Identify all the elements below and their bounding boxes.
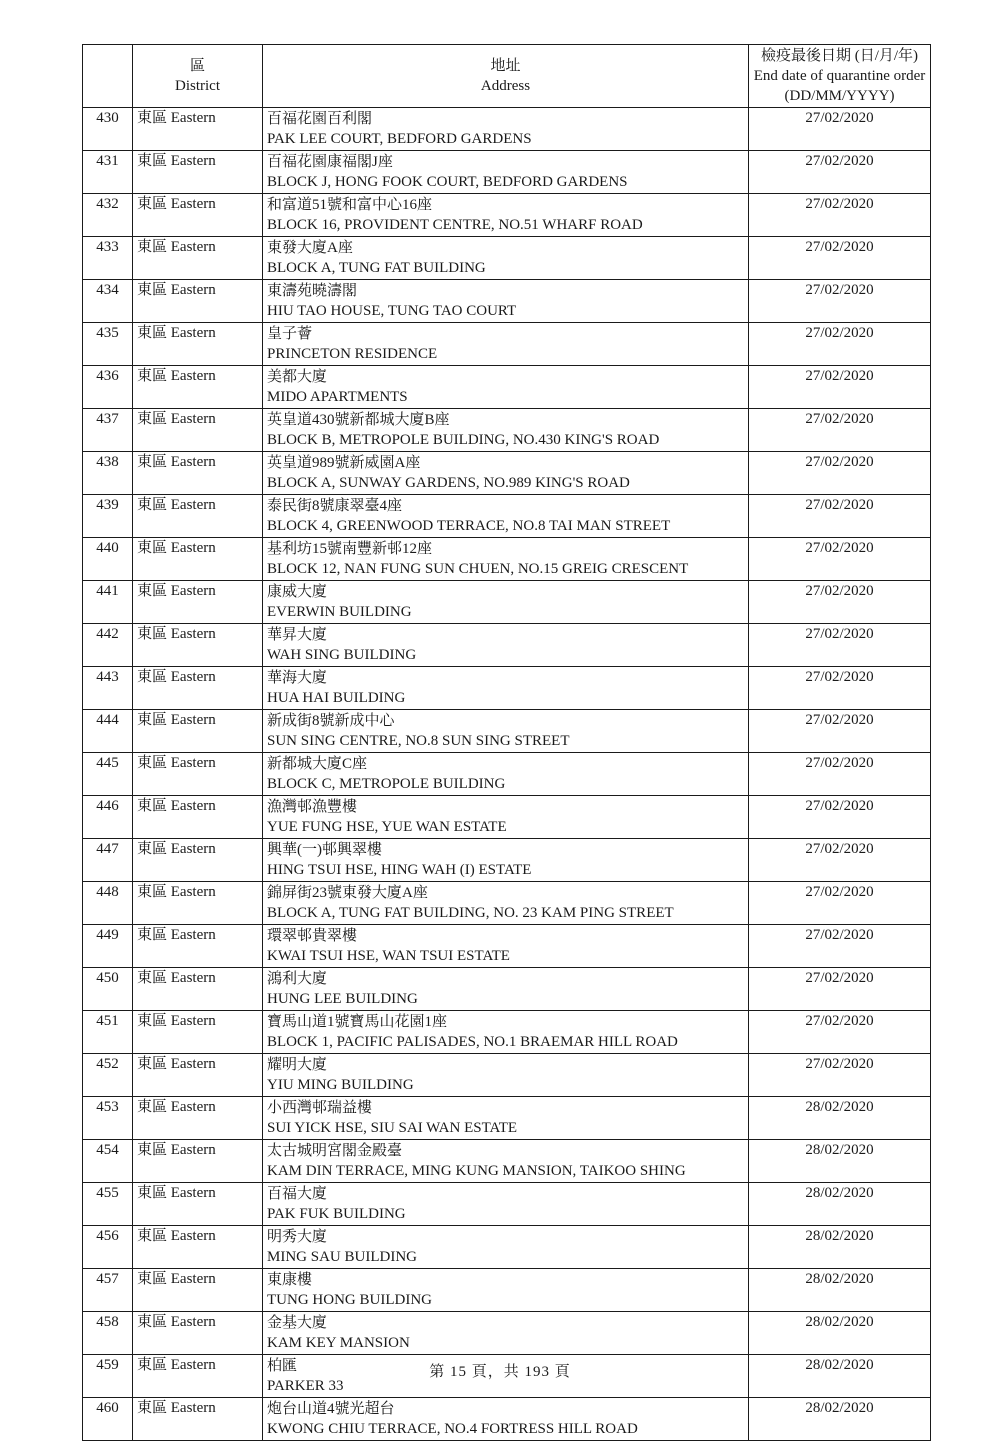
address-english: PAK LEE COURT, BEDFORD GARDENS [267,131,532,147]
row-end-date: 27/02/2020 [749,796,931,839]
row-end-date: 27/02/2020 [749,194,931,237]
row-district: 東區 Eastern [133,194,263,237]
header-district-en: District [175,78,220,94]
row-address [263,925,749,968]
address-chinese: 英皇道989號新威園A座 [267,455,421,471]
table-row [83,796,931,839]
address-chinese: 基利坊15號南豐新邨12座 [267,541,433,557]
address-chinese: 美都大廈 [267,369,328,385]
row-district: 東區 Eastern [133,1269,263,1312]
row-district: 東區 Eastern [133,1011,263,1054]
row-number: 450 [83,968,133,1011]
row-address [263,882,749,925]
row-address [263,1398,749,1441]
row-address [263,495,749,538]
row-district: 東區 Eastern [133,452,263,495]
row-address [263,323,749,366]
table-row [83,581,931,624]
row-end-date: 27/02/2020 [749,151,931,194]
address-chinese: 華海大廈 [267,670,328,686]
table-row [83,409,931,452]
address-chinese: 環翠邨貴翠樓 [267,928,358,944]
row-number: 458 [83,1312,133,1355]
row-district: 東區 Eastern [133,710,263,753]
row-address [263,624,749,667]
row-number: 434 [83,280,133,323]
row-address [263,452,749,495]
address-english: KAM KEY MANSION [267,1335,410,1351]
address-english: YUE FUNG HSE, YUE WAN ESTATE [267,819,507,835]
table-row [83,1097,931,1140]
address-english: SUN SING CENTRE, NO.8 SUN SING STREET [267,733,570,749]
address-english: BLOCK C, METROPOLE BUILDING [267,776,506,792]
row-number: 442 [83,624,133,667]
row-end-date: 28/02/2020 [749,1355,931,1398]
address-english: EVERWIN BUILDING [267,604,412,620]
address-english: YIU MING BUILDING [267,1077,414,1093]
table-row [83,280,931,323]
row-address [263,366,749,409]
row-district: 東區 Eastern [133,624,263,667]
row-number: 430 [83,108,133,151]
row-address [263,1011,749,1054]
address-chinese: 明秀大廈 [267,1229,328,1245]
row-address [263,1097,749,1140]
row-end-date: 27/02/2020 [749,1054,931,1097]
table-row [83,1312,931,1355]
table-row [83,667,931,710]
row-number: 445 [83,753,133,796]
row-address [263,194,749,237]
row-address [263,409,749,452]
row-district: 東區 Eastern [133,1355,263,1398]
row-district: 東區 Eastern [133,968,263,1011]
address-chinese: 興華(一)邨興翠樓 [267,842,382,858]
address-english: WAH SING BUILDING [267,647,417,663]
row-address [263,1054,749,1097]
table-row [83,1140,931,1183]
address-english: PAK FUK BUILDING [267,1206,406,1222]
address-english: BLOCK A, TUNG FAT BUILDING [267,260,486,276]
row-end-date: 27/02/2020 [749,1011,931,1054]
row-district: 東區 Eastern [133,1226,263,1269]
row-end-date: 27/02/2020 [749,667,931,710]
row-end-date: 27/02/2020 [749,495,931,538]
table-row [83,1054,931,1097]
header-district-zh: 區 [189,58,205,74]
address-chinese: 東康樓 [267,1272,313,1288]
row-end-date: 28/02/2020 [749,1269,931,1312]
row-number: 441 [83,581,133,624]
row-district: 東區 Eastern [133,280,263,323]
row-address [263,581,749,624]
table-row [83,968,931,1011]
row-district: 東區 Eastern [133,1312,263,1355]
row-end-date: 28/02/2020 [749,1312,931,1355]
row-address [263,1226,749,1269]
address-english: HIU TAO HOUSE, TUNG TAO COURT [267,303,517,319]
page-number: 第 15 頁，共 193 頁 [429,1364,571,1380]
address-chinese: 百福花園百利閣 [267,111,373,127]
row-number: 452 [83,1054,133,1097]
row-end-date: 27/02/2020 [749,968,931,1011]
row-end-date: 27/02/2020 [749,280,931,323]
row-end-date: 27/02/2020 [749,882,931,925]
row-end-date: 28/02/2020 [749,1140,931,1183]
table-row [83,839,931,882]
address-english: BLOCK 12, NAN FUNG SUN CHUEN, NO.15 GREIG CRESCENT [267,561,689,577]
header-address [263,45,749,108]
address-chinese: 柏匯 [267,1358,298,1374]
row-end-date: 28/02/2020 [749,1097,931,1140]
row-end-date: 27/02/2020 [749,925,931,968]
row-number: 454 [83,1140,133,1183]
row-address [263,151,749,194]
table-row [83,1183,931,1226]
address-chinese: 耀明大廈 [267,1057,328,1073]
address-english: HUNG LEE BUILDING [267,991,418,1007]
row-district: 東區 Eastern [133,409,263,452]
header-date-zh: 檢疫最後日期 (日/月/年) [760,48,919,64]
address-chinese: 新成街8號新成中心 [267,713,395,729]
row-number: 443 [83,667,133,710]
row-address [263,667,749,710]
row-district: 東區 Eastern [133,753,263,796]
header-district [133,45,263,108]
address-chinese: 皇子薈 [267,326,313,342]
row-end-date: 28/02/2020 [749,1398,931,1441]
table-row [83,237,931,280]
address-chinese: 漁灣邨漁豐樓 [267,799,358,815]
address-english: HUA HAI BUILDING [267,690,406,706]
table-row [83,710,931,753]
row-address [263,968,749,1011]
address-chinese: 華昇大廈 [267,627,328,643]
row-number: 444 [83,710,133,753]
row-address [263,1269,749,1312]
row-number: 449 [83,925,133,968]
row-district: 東區 Eastern [133,882,263,925]
address-english: KWAI TSUI HSE, WAN TSUI ESTATE [267,948,510,964]
row-number: 460 [83,1398,133,1441]
row-number: 448 [83,882,133,925]
row-district: 東區 Eastern [133,108,263,151]
row-number: 459 [83,1355,133,1398]
row-end-date: 28/02/2020 [749,1226,931,1269]
row-number: 431 [83,151,133,194]
table-row [83,495,931,538]
address-chinese: 太古城明宮閣金殿臺 [267,1143,403,1159]
row-end-date: 27/02/2020 [749,710,931,753]
address-chinese: 和富道51號和富中心16座 [267,197,433,213]
row-number: 435 [83,323,133,366]
row-district: 東區 Eastern [133,839,263,882]
address-english: BLOCK B, METROPOLE BUILDING, NO.430 KING'S ROAD [267,432,660,448]
table-header [83,45,931,108]
table-row [83,1011,931,1054]
address-chinese: 錦屏街23號東發大廈A座 [267,885,428,901]
table-row [83,194,931,237]
row-end-date: 27/02/2020 [749,624,931,667]
table-row [83,323,931,366]
address-chinese: 泰民街8號康翠臺4座 [267,498,403,514]
address-english: HING TSUI HSE, HING WAH (I) ESTATE [267,862,532,878]
row-end-date: 27/02/2020 [749,366,931,409]
table-row [83,624,931,667]
header-date-en: End date of quarantine order [753,68,926,84]
row-address [263,839,749,882]
address-english: BLOCK 16, PROVIDENT CENTRE, NO.51 WHARF ROAD [267,217,643,233]
address-english: MING SAU BUILDING [267,1249,417,1265]
table-row [83,452,931,495]
address-english: PARKER 33 [267,1378,344,1394]
address-english: TUNG HONG BUILDING [267,1292,432,1308]
address-chinese: 百福大廈 [267,1186,328,1202]
row-district: 東區 Eastern [133,495,263,538]
header-address-zh: 地址 [490,58,521,74]
row-number: 440 [83,538,133,581]
row-number: 451 [83,1011,133,1054]
row-number: 447 [83,839,133,882]
address-english: PRINCETON RESIDENCE [267,346,438,362]
table-row [83,151,931,194]
table-row [83,366,931,409]
row-address [263,1183,749,1226]
row-end-date: 27/02/2020 [749,753,931,796]
address-english: KWONG CHIU TERRACE, NO.4 FORTRESS HILL ROAD [267,1421,638,1437]
row-number: 455 [83,1183,133,1226]
table-row [83,538,931,581]
row-address [263,108,749,151]
table-row [83,753,931,796]
address-english: BLOCK A, SUNWAY GARDENS, NO.989 KING'S ROAD [267,475,630,491]
row-address [263,1140,749,1183]
row-district: 東區 Eastern [133,1183,263,1226]
row-district: 東區 Eastern [133,237,263,280]
address-chinese: 金基大廈 [267,1315,328,1331]
row-address [263,753,749,796]
row-district: 東區 Eastern [133,581,263,624]
row-district: 東區 Eastern [133,366,263,409]
row-end-date: 27/02/2020 [749,323,931,366]
row-district: 東區 Eastern [133,1054,263,1097]
address-english: BLOCK A, TUNG FAT BUILDING, NO. 23 KAM PING STREET [267,905,674,921]
table-row [83,1269,931,1312]
row-end-date: 27/02/2020 [749,581,931,624]
row-district: 東區 Eastern [133,925,263,968]
row-address [263,1312,749,1355]
header-date-format: (DD/MM/YYYY) [784,88,895,104]
row-district: 東區 Eastern [133,323,263,366]
row-district: 東區 Eastern [133,796,263,839]
row-district: 東區 Eastern [133,1140,263,1183]
row-number: 456 [83,1226,133,1269]
quarantine-order-table [82,44,931,1441]
row-number: 438 [83,452,133,495]
row-district: 東區 Eastern [133,667,263,710]
table-row [83,882,931,925]
row-address [263,280,749,323]
table-row [83,1398,931,1441]
row-address [263,538,749,581]
row-end-date: 27/02/2020 [749,409,931,452]
address-english: MIDO APARTMENTS [267,389,408,405]
table-row [83,1226,931,1269]
row-district: 東區 Eastern [133,151,263,194]
row-end-date: 27/02/2020 [749,108,931,151]
address-english: SUI YICK HSE, SIU SAI WAN ESTATE [267,1120,518,1136]
header-date [749,45,931,108]
row-address [263,796,749,839]
address-chinese: 小西灣邨瑞益樓 [267,1100,373,1116]
row-number: 433 [83,237,133,280]
address-chinese: 康威大廈 [267,584,328,600]
address-english: BLOCK 4, GREENWOOD TERRACE, NO.8 TAI MAN STREET [267,518,671,534]
row-end-date: 27/02/2020 [749,237,931,280]
address-chinese: 東發大廈A座 [267,240,353,256]
row-district: 東區 Eastern [133,1398,263,1441]
address-english: BLOCK J, HONG FOOK COURT, BEDFORD GARDENS [267,174,628,190]
address-chinese: 鴻利大廈 [267,971,328,987]
address-chinese: 東濤苑曉濤閣 [267,283,358,299]
row-number: 439 [83,495,133,538]
row-address [263,237,749,280]
row-end-date: 27/02/2020 [749,839,931,882]
row-number: 437 [83,409,133,452]
row-end-date: 27/02/2020 [749,452,931,495]
row-address [263,710,749,753]
row-district: 東區 Eastern [133,1097,263,1140]
row-number: 436 [83,366,133,409]
table-row [83,108,931,151]
address-chinese: 英皇道430號新都城大廈B座 [267,412,450,428]
header-index [83,45,133,108]
row-number: 453 [83,1097,133,1140]
row-number: 457 [83,1269,133,1312]
address-english: BLOCK 1, PACIFIC PALISADES, NO.1 BRAEMAR HILL ROAD [267,1034,678,1050]
address-chinese: 寶馬山道1號寶馬山花園1座 [267,1014,448,1030]
address-chinese: 新都城大廈C座 [267,756,368,772]
row-number: 432 [83,194,133,237]
header-address-en: Address [480,78,531,94]
row-end-date: 27/02/2020 [749,538,931,581]
address-chinese: 炮台山道4號光超台 [267,1401,395,1417]
table-body [83,108,931,1441]
address-english: KAM DIN TERRACE, MING KUNG MANSION, TAIKOO SHING [267,1163,686,1179]
address-chinese: 百福花園康福閣J座 [267,154,393,170]
row-end-date: 28/02/2020 [749,1183,931,1226]
table-row [83,925,931,968]
row-number: 446 [83,796,133,839]
row-district: 東區 Eastern [133,538,263,581]
